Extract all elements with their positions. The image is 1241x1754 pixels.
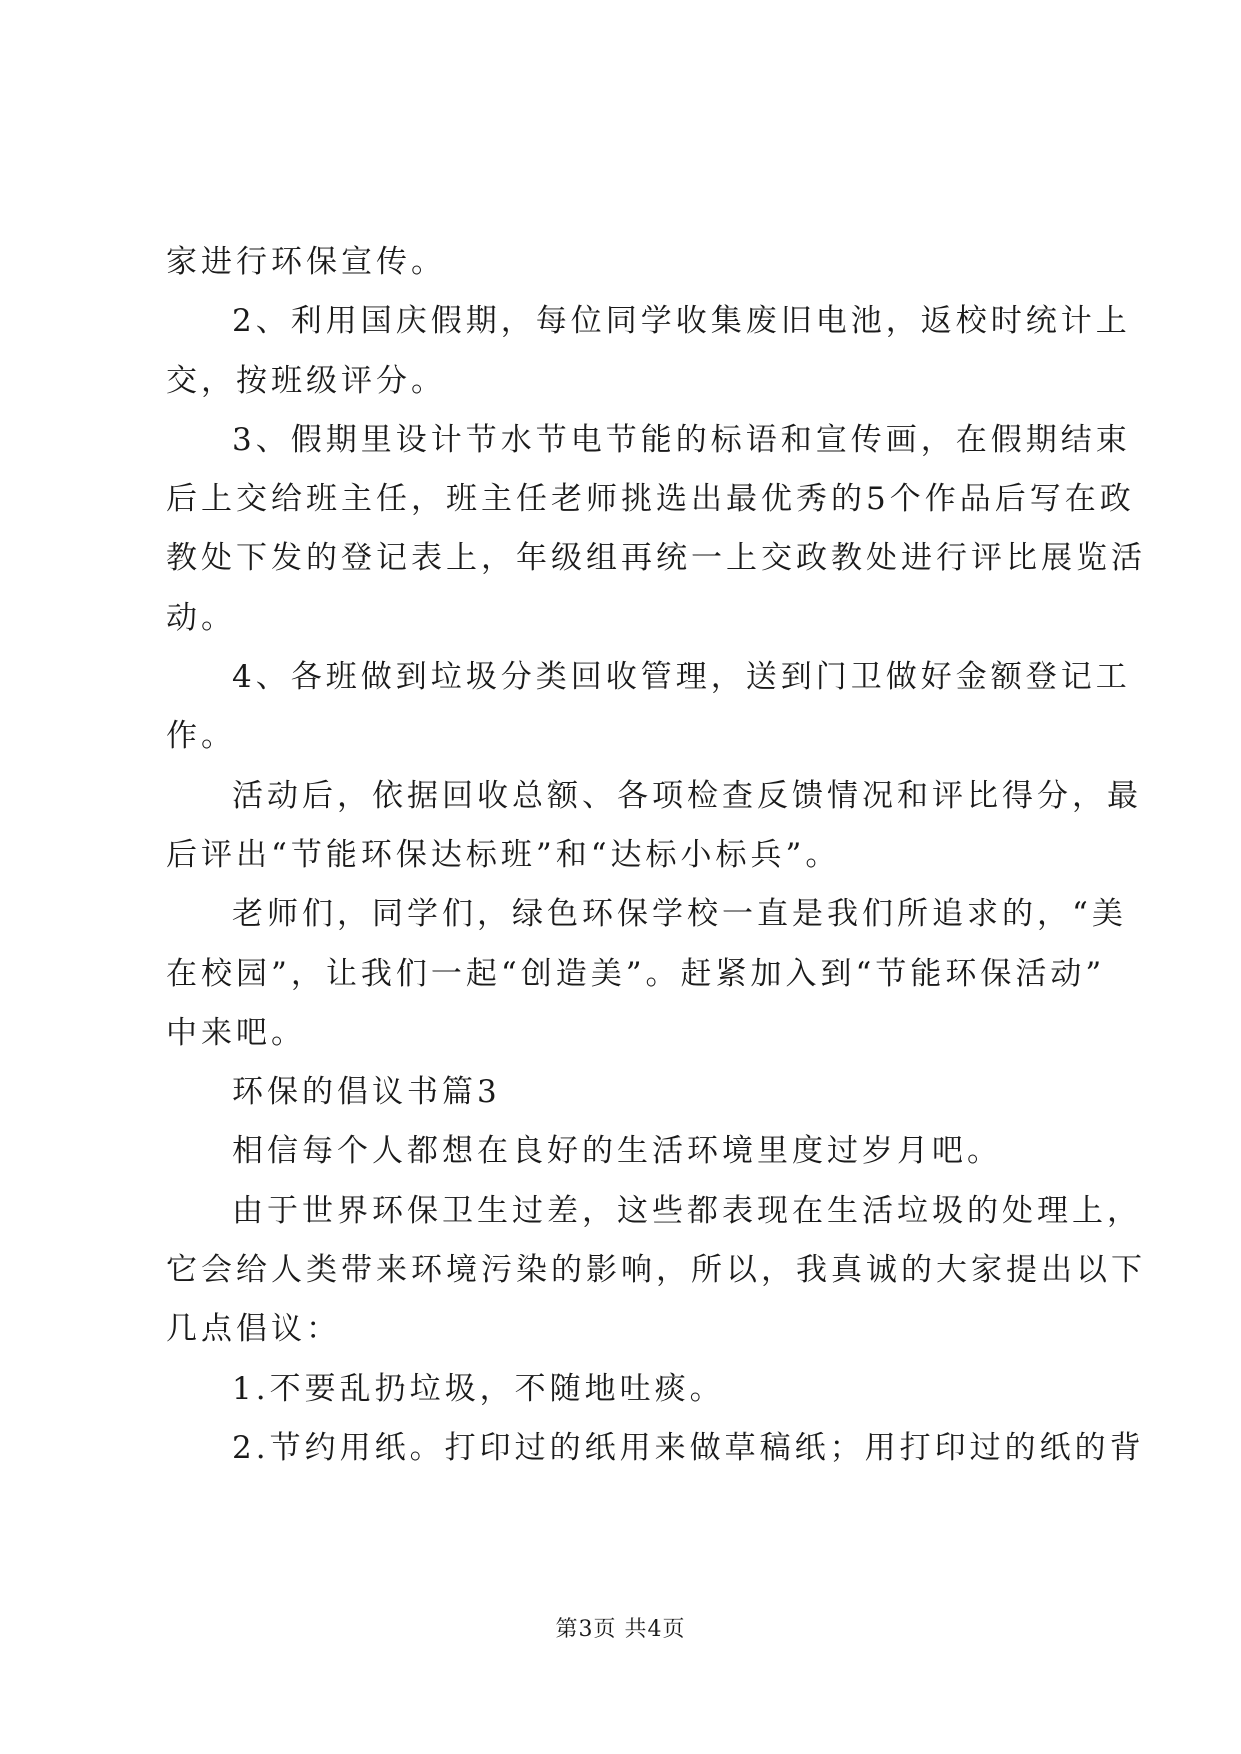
text-line: 4、各班做到垃圾分类回收管理，送到门卫做好金额登记工: [232, 659, 1131, 696]
text-line: 后上交给班主任，班主任老师挑选出最优秀的5个作品后写在政: [166, 481, 1135, 518]
text-line: 作。: [166, 718, 236, 755]
text-line: 中来吧。: [166, 1014, 306, 1051]
text-line: 老师们，同学们，绿色环保学校一直是我们所追求的，“美: [232, 896, 1127, 933]
text-line: 活动后，依据回收总额、各项检查反馈情况和评比得分，最: [232, 777, 1142, 814]
text-line: 后评出“节能环保达标班”和“达标小标兵”。: [166, 836, 841, 873]
text-line: 环保的倡议书篇3: [232, 1074, 501, 1111]
text-line: 它会给人类带来环境污染的影响，所以，我真诚的大家提出以下: [166, 1252, 1146, 1289]
text-line: 动。: [166, 599, 236, 636]
text-line: 教处下发的登记表上，年级组再统一上交政教处进行评比展览活: [166, 540, 1146, 577]
text-line: 相信每个人都想在良好的生活环境里度过岁月吧。: [232, 1133, 1002, 1170]
text-line: 2、利用国庆假期，每位同学收集废旧电池，返校时统计上: [232, 303, 1131, 340]
page-footer: 第3页 共4页: [555, 1617, 686, 1642]
text-line: 由于世界环保卫生过差，这些都表现在生活垃圾的处理上，: [232, 1192, 1142, 1229]
text-line: 3、假期里设计节水节电节能的标语和宣传画，在假期结束: [232, 421, 1131, 458]
text-line: 几点倡议：: [166, 1311, 341, 1348]
text-line: 交，按班级评分。: [166, 362, 446, 399]
text-line: 家进行环保宣传。: [166, 244, 446, 280]
text-line: 在校园”，让我们一起“创造美”。赶紧加入到“节能环保活动”: [166, 955, 1106, 992]
body-text: [166, 233, 1146, 1478]
text-line: 1.不要乱扔垃圾，不随地吐痰。: [232, 1370, 725, 1407]
text-line: 2.节约用纸。打印过的纸用来做草稿纸；用打印过的纸的背: [232, 1429, 1145, 1466]
